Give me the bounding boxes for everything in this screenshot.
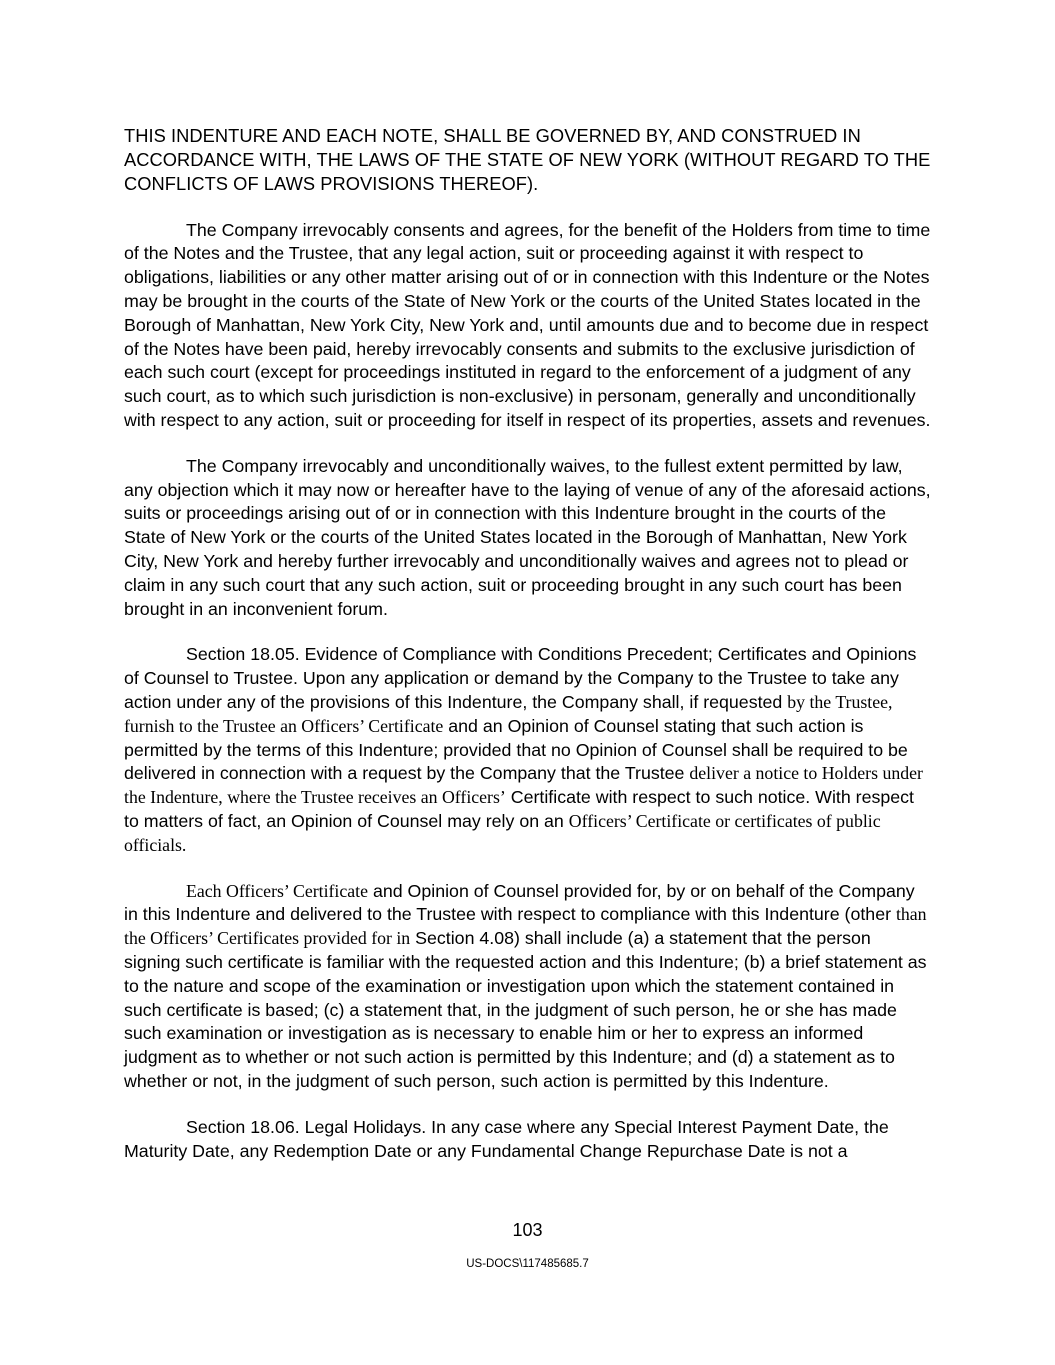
waiver-paragraph: The Company irrevocably and unconditionally waives, to the fullest extent permitted by law, any objection which it may now or hereafter have to the laying of venue of any of the aforesaid actions, suits or proceedings arising out of or in connection with this Indenture brought in the courts of the State of New York or the courts of the United States located in the Borough of Manhattan, New York City, New York and hereby further irrevocably and unconditionally waives and agrees not to plead or claim in any such court that any such action, suit or proceeding brought in any such court has been brought in an inconvenient forum. — [124, 455, 931, 619]
certificate-text-3: than the Officers’ Certificates provided for in — [124, 904, 927, 949]
section-18-05-text-2: by the Trustee, furnish to the Trustee an Officers’ Certificate — [124, 691, 893, 736]
page-number: 103 — [512, 1220, 543, 1240]
governing-law-heading: THIS INDENTURE AND EACH NOTE, SHALL BE GOVERNED BY, AND CONSTRUED IN ACCORDANCE WITH, THE LAWS OF THE STATE OF NEW YORK (WITHOUT REGARD TO THE CONFLICTS OF LAWS PROVISIONS THEREOF). — [124, 125, 931, 195]
section-18-05-text-5: Certificate with respect to such notice. With respect to matters of fact, an Opinion of Counsel may rely on an — [124, 787, 914, 831]
document-id-footer: US-DOCS\117485685.7 — [466, 1258, 589, 1270]
certificate-contents-paragraph — [124, 880, 932, 1094]
section-18-05-text-3: and an Opinion of Counsel stating that such action is permitted by the terms of this Indenture; provided that no Opinion of Counsel shall be required to be delivered in connection with a request by the Company that the Trustee — [124, 715, 908, 784]
section-18-05-text-1: Section 18.05. Evidence of Compliance with Conditions Precedent; Certificates and Opinions of Counsel to Trustee. Upon any application or demand by the Company to the Trustee to take any action under any of the provisions of this Indenture, the Company shall, if requested — [124, 644, 917, 712]
section-18-05-paragraph — [124, 643, 932, 857]
certificate-text-4: Section 4.08) shall include (a) a statement that the person signing such certificate is familiar with the requested action and this Indenture; (b) a brief statement as to the nature and scope of the examination or investigation upon which the statement contained in such certificate is based; (c) a statement that, in the judgment of such person, he or she has made such examination or investigation as is necessary to enable him or her to express an informed judgment as to whether or not such action is permitted by this Indenture; and (d) a statement as to whether or not, in the judgment of such person, such action is permitted by this Indenture. — [124, 928, 927, 1091]
section-18-05-text-6: Officers’ Certificate or certificates of public officials. — [124, 810, 881, 855]
certificate-text-1: Each Officers’ Certificate — [186, 880, 368, 901]
jurisdiction-paragraph: The Company irrevocably consents and agrees, for the benefit of the Holders from time to time of the Notes and the Trustee, that any legal action, suit or proceeding against it with respect to obligations, liabilities or any other matter arising out of or in connection with this Indenture or the Notes may be brought in the courts of the State of New York or the courts of the United States located in the Borough of Manhattan, New York City, New York and, until amounts due and to become due in respect of the Notes have been paid, hereby irrevocably consents and submits to the exclusive jurisdiction of each such court (except for proceedings instituted in regard to the enforcement of a judgment of any such court, as to which such jurisdiction is non-exclusive) in personam, generally and unconditionally with respect to any action, suit or proceeding for itself in respect of its properties, assets and revenues. — [124, 219, 931, 430]
section-18-05-text-4: deliver a notice to Holders under the Indenture, where the Trustee receives an Officers’ — [124, 763, 923, 808]
document-body — [124, 124, 932, 1185]
certificate-text-2: and Opinion of Counsel provided for, by or on behalf of the Company in this Indenture and delivered to the Trustee with respect to compliance with this Indenture (other — [124, 880, 915, 925]
section-18-06-paragraph: Section 18.06. Legal Holidays. In any case where any Special Interest Payment Date, the Maturity Date, any Redemption Date or any Fundamental Change Repurchase Date is not a — [124, 1116, 889, 1161]
